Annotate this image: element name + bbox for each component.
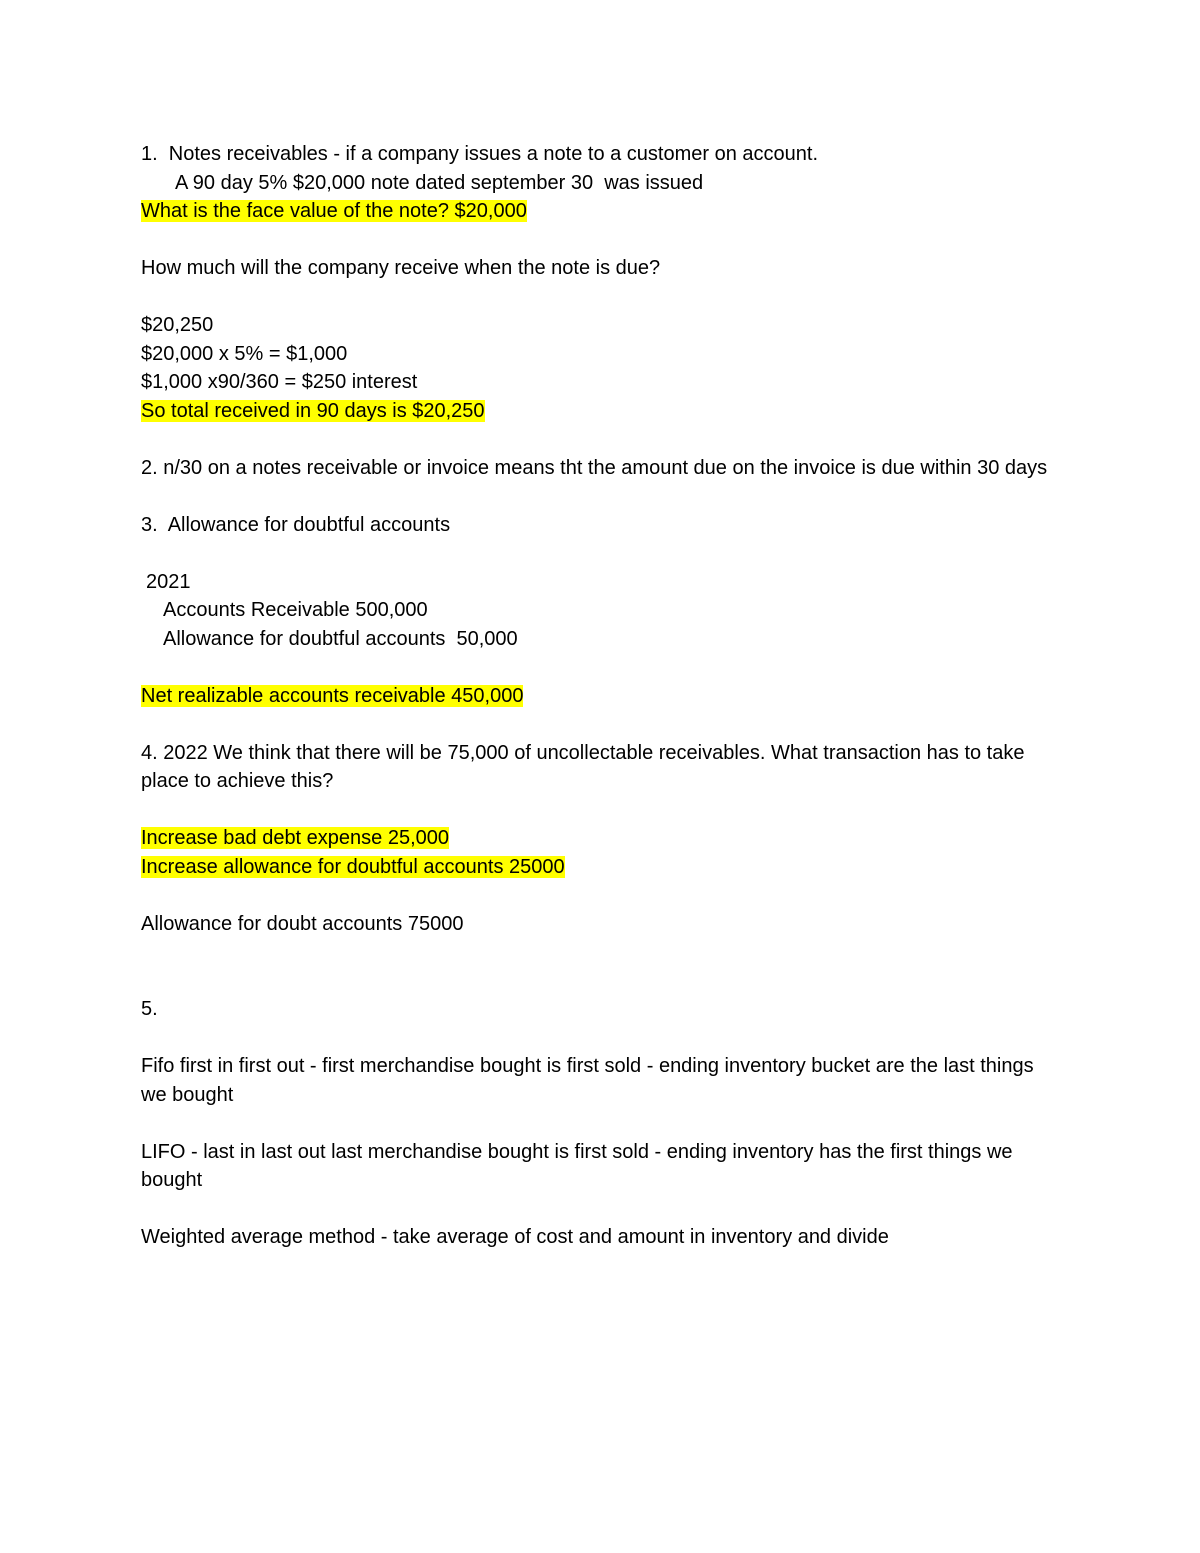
spacer [141, 967, 1061, 996]
section1-face-value-highlight: What is the face value of the note? $20,000 [141, 200, 527, 222]
section1-heading: 1. Notes receivables - if a company issues a note to a customer on account. [141, 143, 819, 165]
spacer [141, 938, 1061, 967]
spacer [141, 539, 1061, 568]
spacer [141, 425, 1061, 454]
spacer [141, 226, 1061, 255]
section4-question: 4. 2022 We think that there will be 75,000 of uncollectable receivables. What transaction has to take place to achieve this? [141, 741, 1025, 792]
section1-conclusion-highlight: So total received in 90 days is $20,250 [141, 399, 485, 422]
spacer [141, 482, 1061, 511]
section4-expense-highlight: Increase bad debt expense 25,000 [141, 827, 450, 849]
section3-net-realizable-highlight: Net realizable accounts receivable 450,000 [141, 684, 524, 707]
section5-weighted: Weighted average method - take average of cost and amount in inventory and divide [141, 1226, 889, 1248]
section3-year: 2021 [146, 570, 191, 593]
section1-answer-total: $20,250 [141, 314, 214, 336]
section1-calc-interest-year: $20,000 x 5% = $1,000 [141, 342, 348, 365]
section3-accounts-receivable: Accounts Receivable 500,000 [163, 599, 428, 621]
spacer [141, 1024, 1061, 1053]
section5-lifo: LIFO - last in last out last merchandise bought is first sold - ending inventory has the first things we bought [141, 1140, 1013, 1191]
section4-allowance-highlight: Increase allowance for doubtful accounts 25000 [141, 855, 565, 878]
section2-text: 2. n/30 on a notes receivable or invoice means tht the amount due on the invoice is due within 30 days [141, 456, 1048, 479]
section3-heading: 3. Allowance for doubtful accounts [141, 513, 451, 536]
document-body [141, 140, 1061, 1252]
section4-result: Allowance for doubt accounts 75000 [141, 912, 464, 935]
section1-question-receive: How much will the company receive when the note is due? [141, 257, 661, 279]
section1-note-detail: A 90 day 5% $20,000 note dated september 30 was issued [175, 171, 704, 194]
section5-fifo: Fifo first in first out - first merchandise bought is first sold - ending inventory bucket are the last things we bought [141, 1055, 1034, 1106]
spacer [141, 881, 1061, 910]
spacer [141, 1109, 1061, 1138]
spacer [141, 1195, 1061, 1224]
section1-calc-interest-period: $1,000 x90/360 = $250 interest [141, 371, 418, 393]
spacer [141, 710, 1061, 739]
spacer [141, 283, 1061, 312]
spacer [141, 796, 1061, 825]
section5-heading: 5. [141, 998, 158, 1020]
spacer [141, 653, 1061, 682]
section3-allowance: Allowance for doubtful accounts 50,000 [163, 627, 518, 650]
